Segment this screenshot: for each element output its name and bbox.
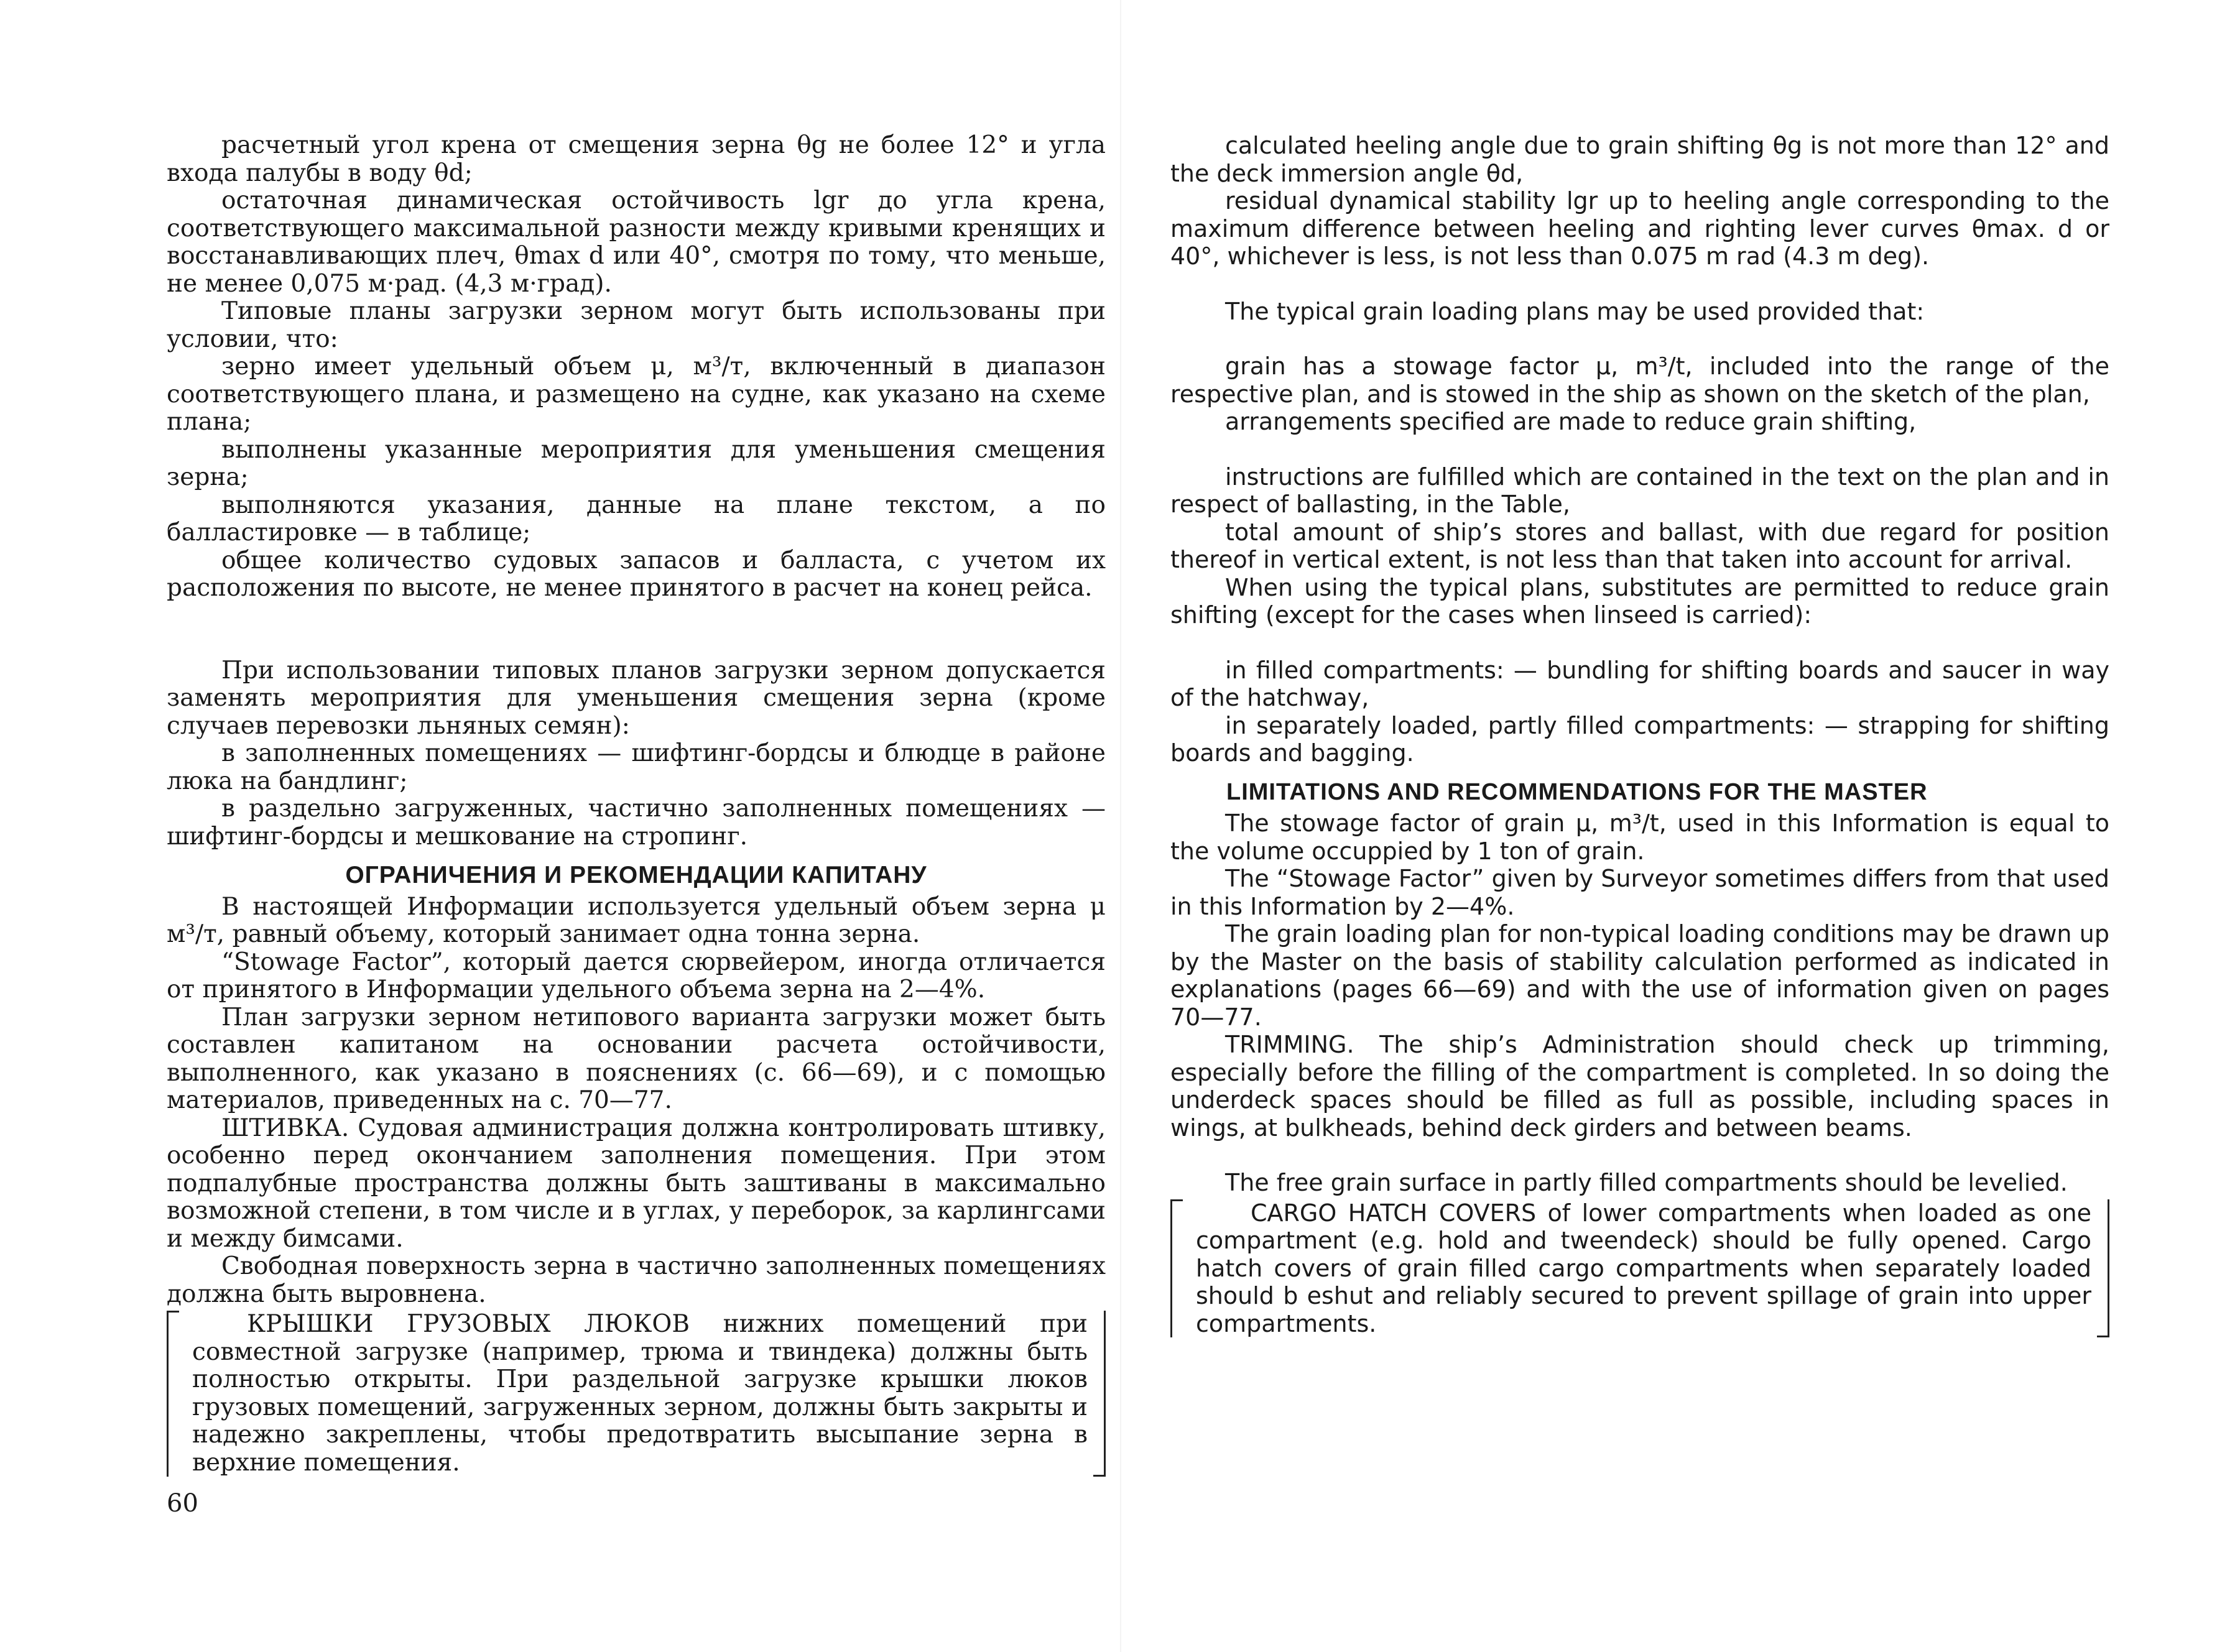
paragraph: When using the typical plans, substitutes are permitted to reduce grain shifting (except for the cases when linseed is carried): <box>1170 573 2109 629</box>
paragraph: Типовые планы загрузки зерном могут быть использованы при условии, что: <box>167 297 1106 353</box>
paragraph: arrangements specified are made to reduce grain shifting, <box>1225 408 1917 435</box>
paragraph: The grain loading plan for non-typical loading conditions may be drawn up by the Master on the basis of stability calculation performed as indicated in explanations (pages 66—69) and with the use of information given on pages 70—77. <box>1170 920 2109 1031</box>
page-number: 60 <box>167 1489 198 1518</box>
paragraph: в раздельно загруженных, частично заполненных помещениях — шифтинг-бордсы и мешкование на стропинг. <box>167 795 1106 851</box>
paragraph: План загрузки зерном нетипового варианта загрузки может быть составлен капитаном на основании расчета остойчивости, выполненного, как указано в пояснениях (с. 66—69), и с помощью материалов, приведенных на с. 70—77. <box>167 1003 1106 1114</box>
paragraph: instructions are fulfilled which are contained in the text on the plan and in respect of ballasting, in the Table, <box>1170 463 2109 518</box>
page-spine <box>1120 0 1121 1652</box>
paragraph: В настоящей Информации используется удельный объем зерна μ м³/т, равный объему, который занимает одна тонна зерна. <box>167 892 1106 948</box>
paragraph: calculated heeling angle due to grain shifting θg is not more than 12° and the deck immersion angle θd, <box>1170 132 2109 187</box>
boxed-paragraph: CARGO HATCH COVERS of lower compartments when loaded as one compartment (e.g. hold and tweendeck) should be fully opened. Cargo hatch covers of grain filled cargo compartments when separately loaded should b eshut and reliably secured to prevent spillage of grain into upper compartments. <box>1196 1199 2091 1337</box>
paragraph: общее количество судовых запасов и балласта, с учетом их расположения по высоте, не менее принятого в расчет на конец рейса. <box>167 546 1106 602</box>
paragraph: in separately loaded, partly filled compartments: — strapping for shifting boards and bagging. <box>1170 711 2109 767</box>
paragraph: The typical grain loading plans may be used provided that: <box>1225 297 1925 325</box>
boxed-note <box>1170 1199 2109 1338</box>
paragraph: total amount of ship’s stores and ballast, with due regard for position thereof in vertical extent, is not less than that taken into account for arrival. <box>1170 518 2109 573</box>
paragraph: в заполненных помещениях — шифтинг-бордсы и блюдце в районе люка на бандлинг; <box>167 739 1106 795</box>
paragraph: остаточная динамическая остойчивость lgr до угла крена, соответствующего максимальной разности между кривыми кренящих и восстанавливающих плеч, θmax d или 40°, смотря по тому, что меньше, не менее 0,075 м·рад. (4,3 м·град). <box>167 187 1106 298</box>
paragraph: grain has a stowage factor μ, m³/t, included into the range of the respective plan, and is stowed in the ship as shown on the sketch of the plan, <box>1170 353 2109 408</box>
section-heading: LIMITATIONS AND RECOMMENDATIONS FOR THE MASTER <box>1226 778 1928 805</box>
russian-column <box>167 132 1106 1477</box>
paragraph: TRIMMING. The ship’s Administration should check up trimming, especially before the filling of the compartment is completed. In so doing the underdeck spaces should be filled as full as possible, including spaces in wings, at bulkheads, behind deck girders and between beams. <box>1170 1031 2109 1142</box>
paragraph: “Stowage Factor”, который дается сюрвейером, иногда отличается от принятого в Информации удельного объема зерна на 2—4%. <box>167 948 1106 1004</box>
paragraph: ШТИВКА. Судовая администрация должна контролировать штивку, особенно перед окончанием заполнения помещения. При этом подпалубные пространства должны быть заштиваны в максимально возможной степени, в том числе и в углах, у переборок, за карлингсами и между бимсами. <box>167 1114 1106 1253</box>
paragraph: The stowage factor of grain μ, m³/t, used in this Information is equal to the volume occuppied by 1 ton of grain. <box>1170 810 2109 865</box>
paragraph: in filled compartments: — bundling for shifting boards and saucer in way of the hatchway, <box>1170 656 2109 711</box>
section-heading: ОГРАНИЧЕНИЯ И РЕКОМЕНДАЦИИ КАПИТАНУ <box>345 862 927 888</box>
boxed-note <box>167 1311 1106 1477</box>
paragraph: The “Stowage Factor” given by Surveyor sometimes differs from that used in this Information by 2—4%. <box>1170 865 2109 920</box>
paragraph: The free grain surface in partly filled compartments should be levelied. <box>1225 1169 2068 1196</box>
paragraph: зерно имеет удельный объем μ, м³/т, включенный в диапазон соответствующего плана, и размещено на судне, как указано на схеме плана; <box>167 353 1106 436</box>
paragraph: Свободная поверхность зерна в частично заполненных помещениях должна быть выровнена. <box>167 1252 1106 1308</box>
boxed-paragraph: КРЫШКИ ГРУЗОВЫХ ЛЮКОВ нижних помещений при совместной загрузке (например, трюма и твиндека) должны быть полностью открыты. При раздельной загрузке крышки люков грузовых помещений, загруженных зерном, должны быть закрыты и надежно закреплены, чтобы предотвратить высыпание зерна в верхние помещения. <box>192 1310 1088 1477</box>
paragraph: residual dynamical stability lgr up to heeling angle corresponding to the maximum difference between heeling and righting lever curves θmax. d or 40°, whichever is less, is not less than 0.075 m rad (4.3 m deg). <box>1170 187 2109 270</box>
paragraph: При использовании типовых планов загрузки зерном допускается заменять мероприятия для уменьшения смещения зерна (кроме случаев перевозки льняных семян): <box>167 656 1106 740</box>
paragraph: выполняются указания, данные на плане текстом, а по балластировке — в таблице; <box>167 491 1106 547</box>
paragraph: расчетный угол крена от смещения зерна θg не более 12° и угла входа палубы в воду θd; <box>167 131 1106 187</box>
english-column <box>1170 132 2109 1337</box>
paragraph: выполнены указанные мероприятия для уменьшения смещения зерна; <box>167 435 1106 491</box>
